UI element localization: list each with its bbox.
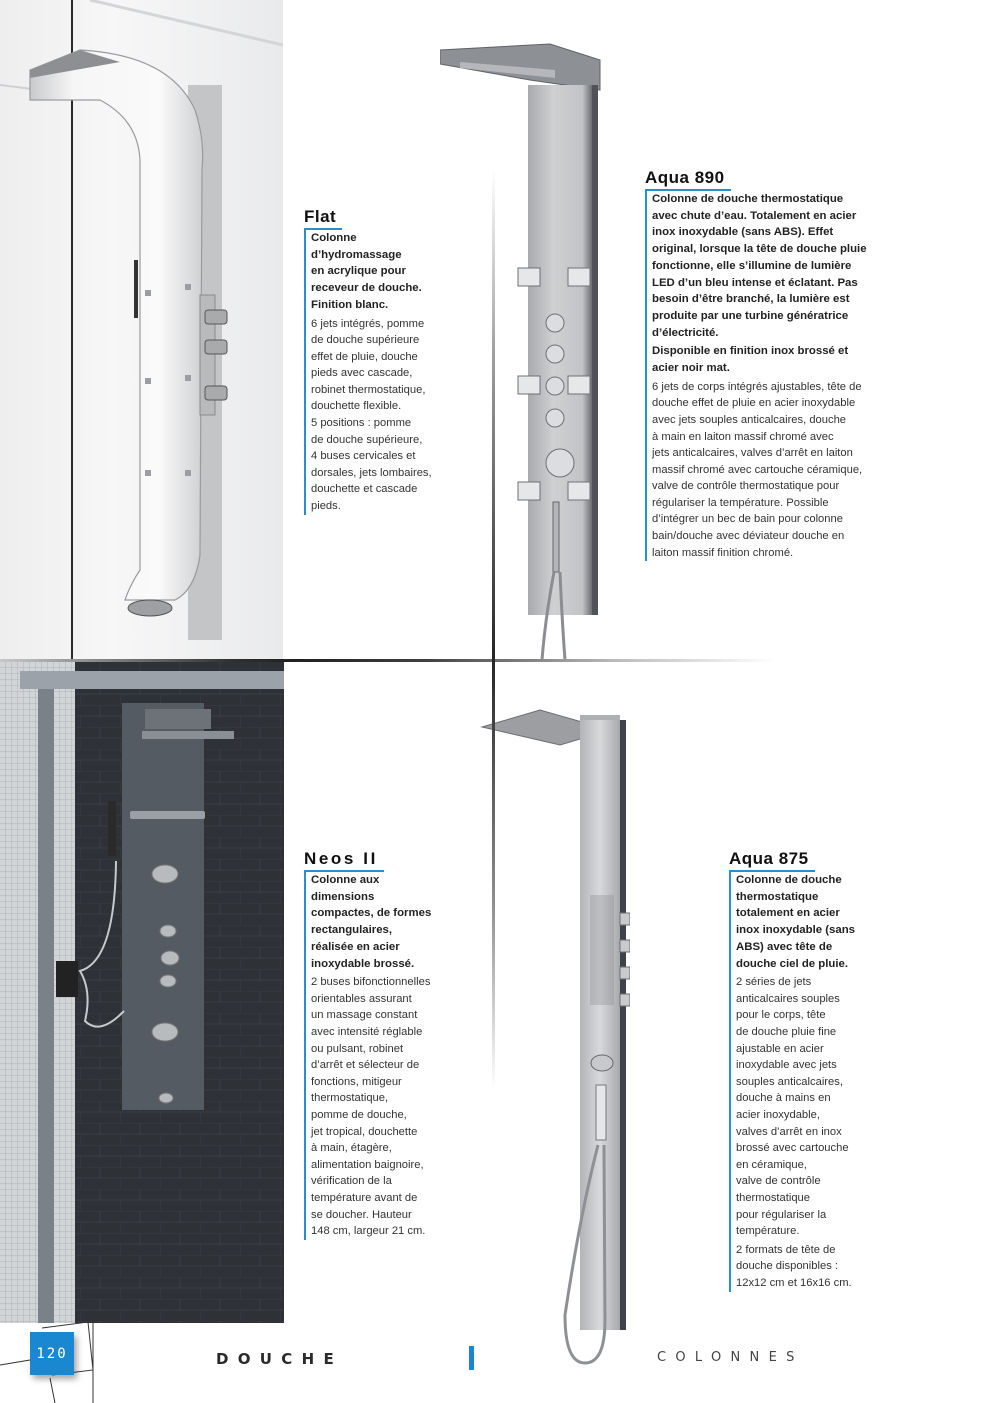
text-line: réalisée en acier [311, 940, 400, 953]
aqua-890-shower-column-illustration [440, 40, 610, 660]
text-line: à main en laiton massif chromé avec [652, 430, 834, 443]
text-line: inox inoxydable (sans ABS). Effet [652, 226, 834, 239]
product-lead [311, 872, 464, 972]
text-line: inoxydable avec jets [736, 1059, 837, 1072]
product-text [304, 872, 464, 1240]
text-line: Finition blanc. [311, 298, 389, 311]
product-photo-aqua-890 [440, 40, 610, 660]
text-line: produite par une turbine génératrice [652, 309, 849, 322]
product-title: Neos II [304, 849, 384, 872]
text-line: 148 cm, largeur 21 cm. [311, 1225, 426, 1238]
footer-category-label: COLONNES [657, 1350, 804, 1365]
text-line: pour le corps, tête [736, 1009, 826, 1022]
text-line: Colonne aux [311, 874, 380, 886]
text-line: jets anticalcaires, valves d’arrêt en laiton [652, 447, 853, 460]
text-line: totalement en acier [736, 907, 840, 920]
text-line: douche disponibles : [736, 1260, 839, 1273]
text-line: souples anticalcaires, [736, 1075, 843, 1088]
text-line: thermostatique [736, 1191, 811, 1204]
neos-shower-column-illustration [0, 661, 284, 1323]
product-title: Flat [304, 207, 342, 230]
text-line: robinet thermostatique, [311, 383, 426, 396]
text-line: alimentation baignoire, [311, 1158, 424, 1171]
text-line: pieds avec cascade, [311, 367, 413, 380]
text-line: se doucher. Hauteur [311, 1208, 412, 1221]
text-line: besoin d’être branché, la lumière est [652, 293, 850, 306]
text-line: de douche pluie fine [736, 1026, 837, 1038]
page-number-badge: 120 [30, 1332, 74, 1375]
text-line: 2 formats de tête de [736, 1243, 836, 1256]
footer-section-label: DOUCHE [216, 1350, 343, 1368]
product-block-aqua-875 [729, 849, 889, 1292]
text-line: brossé avec cartouche [736, 1142, 849, 1155]
product-lead [736, 872, 889, 972]
text-line: massif chromé avec cartouche céramique, [652, 463, 863, 476]
text-line: température avant de [311, 1191, 418, 1204]
text-line: avec chute d’eau. Totalement en acier [652, 209, 857, 222]
text-line: avec intensité réglable [311, 1026, 423, 1038]
text-line: receveur de douche. [311, 282, 422, 295]
vertical-divider [492, 170, 495, 1090]
text-line: température. [736, 1225, 800, 1238]
text-line: ABS) avec tête de [736, 940, 833, 953]
text-line: 4 buses cervicales et [311, 450, 416, 463]
text-line: vérification de la [311, 1175, 392, 1188]
text-line: rectangulaires, [311, 924, 393, 937]
product-block-neos-ii [304, 849, 464, 1240]
text-line: douche à mains en [736, 1092, 831, 1105]
text-line: 12x12 cm et 16x16 cm. [736, 1276, 852, 1289]
product-description [652, 379, 905, 562]
text-line: d’hydromassage [311, 248, 402, 261]
text-line: régulariser la température. Possible [652, 496, 829, 509]
text-line: acier inoxydable, [736, 1108, 820, 1121]
text-line: avec jets souples anticalcaires, douche [652, 413, 847, 426]
text-line: Disponible en finition inox brossé et [652, 345, 849, 358]
product-photo-neos-ii [0, 661, 284, 1323]
text-line: dorsales, jets lombaires, [311, 466, 432, 479]
aqua-875-shower-column-illustration [480, 695, 630, 1375]
text-line: douche ciel de pluie. [736, 957, 849, 970]
text-line: inox inoxydable (sans [736, 924, 856, 937]
horizontal-divider [0, 659, 775, 662]
text-line: 5 positions : pomme [311, 417, 412, 430]
product-description [311, 316, 464, 515]
text-line: 2 séries de jets [736, 976, 812, 989]
product-lead [652, 191, 905, 341]
product-title: Aqua 890 [645, 168, 731, 191]
text-line: valve de contrôle thermostatique pour [652, 480, 840, 493]
text-line: douche effet de pluie en acier inoxydable [652, 397, 856, 410]
text-line: orientables assurant [311, 992, 412, 1005]
product-block-aqua-890 [645, 168, 905, 561]
product-text [729, 872, 889, 1292]
text-line: 6 jets intégrés, pomme [311, 317, 425, 330]
text-line: 6 jets de corps intégrés ajustables, tête de [652, 380, 862, 393]
product-block-flat [304, 207, 464, 515]
text-line: pour régulariser la [736, 1208, 827, 1221]
text-line: dimensions [311, 890, 375, 903]
product-description [311, 974, 464, 1240]
text-line: en acrylique pour [311, 265, 406, 278]
product-photo-aqua-875 [480, 695, 630, 1375]
text-line: bain/douche avec déviateur douche en [652, 530, 845, 543]
product-title: Aqua 875 [729, 849, 815, 872]
text-line: ajustable en acier [736, 1042, 824, 1055]
text-line: inoxydable brossé. [311, 957, 415, 970]
text-line: laiton massif finition chromé. [652, 546, 794, 559]
text-line: Colonne de douche thermostatique [652, 193, 844, 205]
text-line: thermostatique, [311, 1092, 389, 1105]
text-line: un massage constant [311, 1009, 418, 1022]
text-line: valves d’arrêt en inox [736, 1125, 842, 1138]
text-line: d’arrêt et sélecteur de [311, 1059, 420, 1072]
text-line: d’électricité. [652, 326, 719, 339]
text-line: douchette et cascade [311, 483, 418, 496]
text-line: anticalcaires souples [736, 992, 840, 1005]
text-line: Colonne [311, 232, 357, 244]
product-photo-flat [0, 0, 283, 660]
text-line: original, lorsque la tête de douche pluie [652, 243, 867, 256]
text-line: LED d’un bleu intense et éclatant. Pas [652, 276, 858, 289]
product-lead [311, 230, 464, 314]
text-line: d’intégrer un bec de bain pour colonne [652, 513, 843, 526]
text-line: jet tropical, douchette [311, 1125, 418, 1138]
text-line: 2 buses bifonctionnelles [311, 976, 431, 989]
text-line: pieds. [311, 500, 341, 513]
text-line: effet de pluie, douche [311, 350, 418, 363]
text-line: fonctions, mitigeur [311, 1075, 402, 1088]
product-finish-options [652, 343, 905, 376]
product-description [736, 974, 889, 1240]
footer-accent-bar [469, 1346, 474, 1370]
product-text [304, 230, 464, 515]
text-line: en céramique, [736, 1158, 807, 1171]
text-line: à main, étagère, [311, 1142, 392, 1155]
text-line: compactes, de formes [311, 907, 432, 920]
text-line: ou pulsant, robinet [311, 1042, 404, 1055]
text-line: Colonne de douche [736, 874, 842, 886]
text-line: acier noir mat. [652, 362, 730, 375]
product-text [645, 191, 905, 561]
text-line: thermostatique [736, 890, 819, 903]
flat-shower-column-illustration [0, 0, 283, 660]
text-line: de douche supérieure [311, 334, 420, 347]
text-line: douchette flexible. [311, 400, 402, 413]
product-head-formats [736, 1242, 889, 1292]
text-line: valve de contrôle [736, 1175, 821, 1188]
text-line: pomme de douche, [311, 1108, 407, 1121]
text-line: fonctionne, elle s’illumine de lumière [652, 259, 852, 272]
text-line: de douche supérieure, [311, 433, 423, 446]
